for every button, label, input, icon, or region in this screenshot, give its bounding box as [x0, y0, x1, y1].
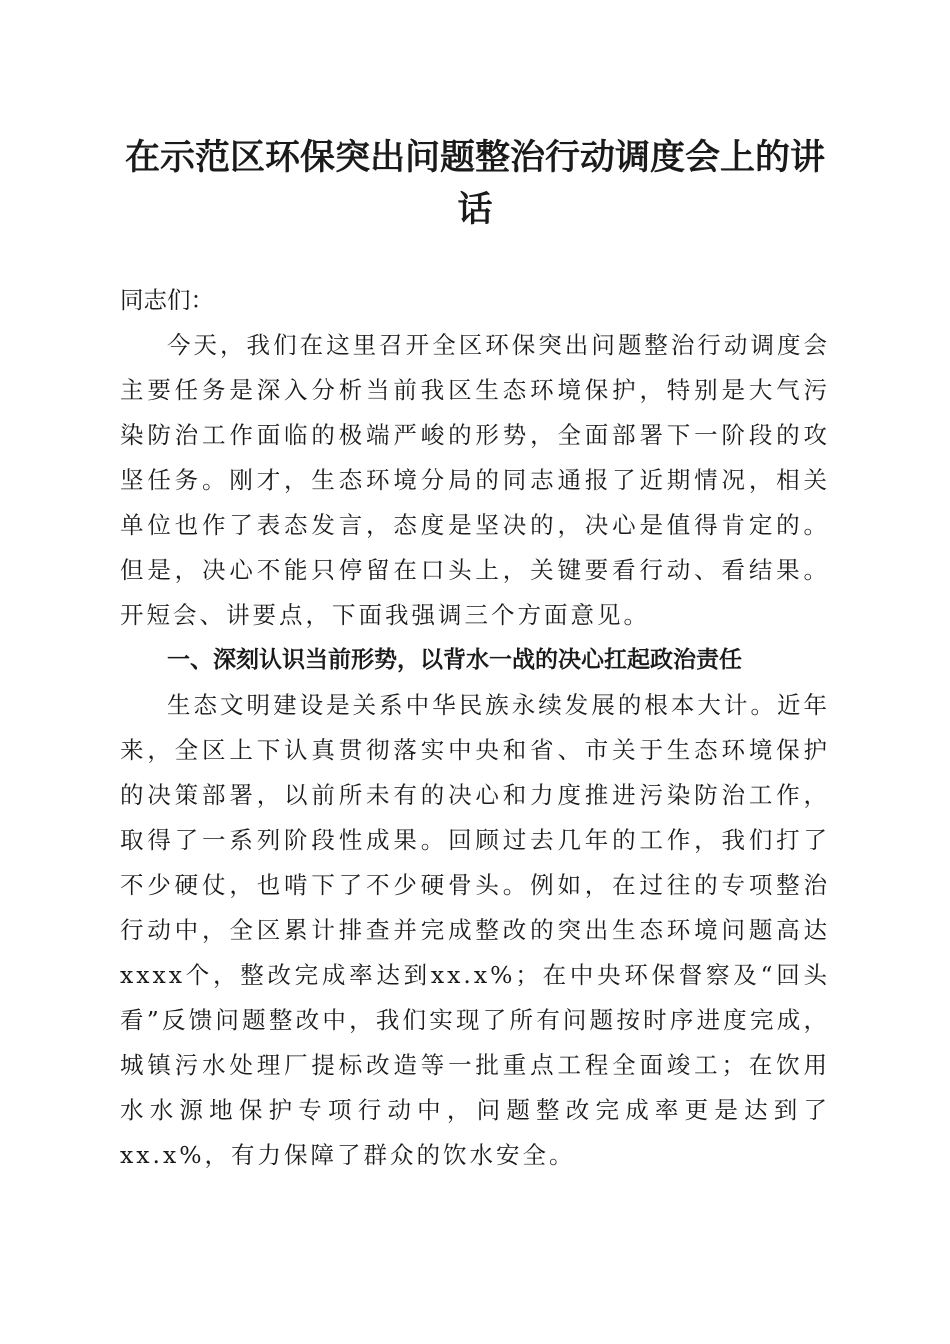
section-heading: 一、深刻认识当前形势，以背水一战的决心扛起政治责任 [167, 647, 742, 673]
intro-paragraph: 今天，我们在这里召开全区环保突出问题整治行动调度会主要任务是深入分析当前我区生态环境保护，特别是大气污染防治工作面临的极端严峻的形势，全面部署下一阶段的攻坚任务。刚才，生态环境分局的同志通报了近期情况，相关单位也作了表态发言，态度是坚决的，决心是值得肯定的。但是，决心不能只停留在口头上，关键要看行动、看结果。开短会、讲要点，下面我强调三个方面意见。 [120, 331, 830, 629]
salutation: 同志们： [120, 286, 214, 314]
section-paragraph: 生态文明建设是关系中华民族永续发展的根本大计。近年来，全区上下认真贯彻落实中央和省、市关于生态环境保护的决策部署，以前所未有的决心和力度推进污染防治工作，取得了一系列阶段性成果。回顾过去几年的工作，我们打了不少硬仗，也啃下了不少硬骨头。例如，在过往的专项整治行动中，全区累计排查并完成整改的突出生态环境问题高达xxxx个，整改完成率达到xx.x%；在中央环保督察及“回头看”反馈问题整改中，我们实现了所有问题按时序进度完成，城镇污水处理厂提标改造等一批重点工程全面竣工；在饮用水水源地保护专项行动中，问题整改完成率更是达到了xx.x%，有力保障了群众的饮水安全。 [120, 691, 830, 1169]
document-title: 在示范区环保突出问题整治行动调度会上的讲话 [124, 137, 825, 230]
document-page [120, 132, 830, 1178]
